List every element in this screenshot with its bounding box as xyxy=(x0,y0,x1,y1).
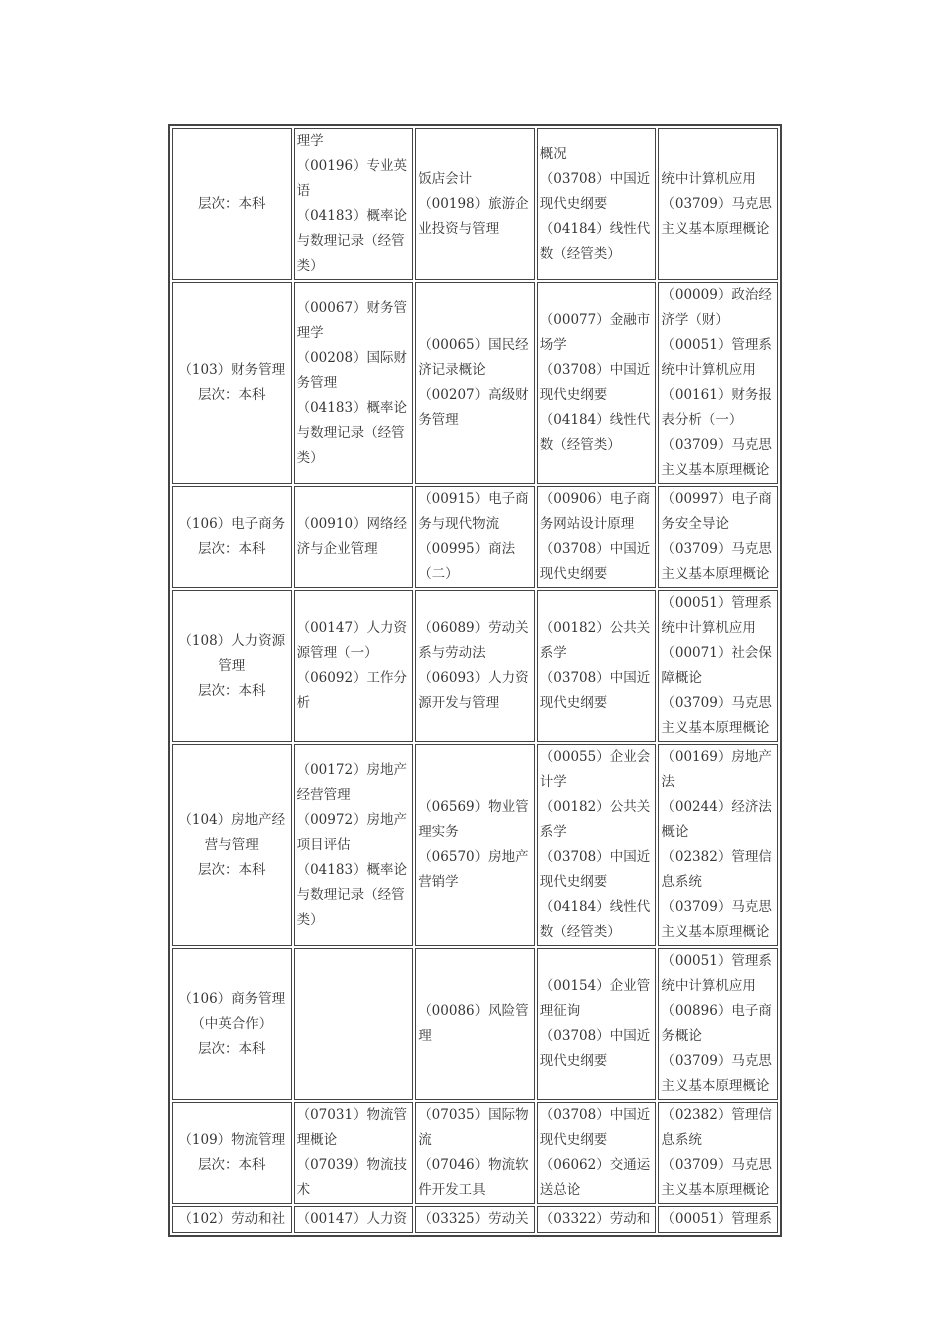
course-line: （00995）商法（二） xyxy=(418,541,516,582)
course-line: （00051）管理系统中计算机应用 xyxy=(661,337,772,378)
course-cell xyxy=(537,486,657,588)
course-line: （06089）劳动关系与劳动法 xyxy=(418,620,529,661)
course-line: 饭店会计 xyxy=(418,170,473,187)
major-cell xyxy=(172,948,292,1100)
course-line: （03708）中国近现代史纲要 xyxy=(539,541,651,582)
table-row xyxy=(172,1102,778,1204)
course-cell xyxy=(658,744,778,946)
course-line: （00896）电子商务概论 xyxy=(661,1003,772,1044)
course-cell xyxy=(537,1206,657,1233)
course-line: （06062）交通运送总论 xyxy=(539,1157,651,1198)
course-line: （07035）国际物流 xyxy=(418,1107,529,1148)
course-cell xyxy=(415,486,535,588)
course-cell xyxy=(294,1102,414,1204)
course-cell xyxy=(294,948,414,1100)
course-line: 理学 xyxy=(296,133,324,149)
course-line: （04184）线性代数（经管类） xyxy=(539,899,651,940)
major-line: （106）商务管理 xyxy=(178,990,286,1007)
course-line: （00182）公共关系学 xyxy=(539,799,651,840)
course-cell xyxy=(658,128,778,280)
major-line: （102）劳动和社 xyxy=(178,1211,286,1227)
course-line: （00208）国际财务管理 xyxy=(296,349,408,391)
course-line: （03709）马克思主义基本原理概论 xyxy=(661,437,772,478)
course-line: （00051）管理系 xyxy=(661,1211,772,1227)
course-cell xyxy=(537,744,657,946)
table-body xyxy=(172,128,778,1233)
course-cell xyxy=(415,590,535,742)
course-cell xyxy=(658,590,778,742)
course-cell xyxy=(658,282,778,484)
course-line: （00196）专业英语 xyxy=(296,158,408,199)
course-line: （00154）企业管理征询 xyxy=(539,978,651,1019)
course-cell xyxy=(294,128,414,280)
course-line: （03708）中国近现代史纲要 xyxy=(539,170,651,212)
course-line: （00009）政治经济学（财） xyxy=(661,287,772,328)
table-row xyxy=(172,486,778,588)
major-cell xyxy=(172,282,292,484)
major-cell xyxy=(172,1102,292,1204)
course-cell xyxy=(537,590,657,742)
course-cell xyxy=(415,128,535,280)
course-line: （06570）房地产营销学 xyxy=(418,849,529,890)
major-line: 层次：本科 xyxy=(198,195,266,212)
major-line: 层次：本科 xyxy=(198,861,266,878)
major-line: （103）财务管理 xyxy=(178,362,286,378)
course-cell xyxy=(294,590,414,742)
course-line: （04184）线性代数（经管类） xyxy=(539,412,651,453)
course-line: （02382）管理信息系统 xyxy=(661,1107,772,1148)
course-cell xyxy=(537,128,657,280)
course-line: （03709）马克思主义基本原理概论 xyxy=(661,1053,772,1094)
course-line: （04183）概率论与数理记录（经管类） xyxy=(296,208,408,274)
course-line: （04183）概率论与数理记录（经管类） xyxy=(296,399,408,466)
major-cell xyxy=(172,1206,292,1233)
course-cell xyxy=(658,1206,778,1233)
course-line: （00169）房地产法 xyxy=(661,749,772,790)
major-cell xyxy=(172,486,292,588)
table-row xyxy=(172,590,778,742)
major-line: 层次：本科 xyxy=(198,541,266,557)
course-line: 统中计算机应用 xyxy=(661,170,756,187)
course-line: （03708）中国近现代史纲要 xyxy=(539,1028,651,1069)
course-line: （00198）旅游企业投资与管理 xyxy=(418,195,529,237)
course-line: （00065）国民经济记录概论 xyxy=(418,337,529,378)
course-line: （00071）社会保障概论 xyxy=(661,645,772,686)
course-line: （00161）财务报表分析（一） xyxy=(661,387,772,428)
course-line: （00182）公共关系学 xyxy=(539,620,651,661)
course-line: （00051）管理系统中计算机应用 xyxy=(661,595,772,636)
course-cell xyxy=(415,1206,535,1233)
course-cell xyxy=(294,744,414,946)
course-line: （00067）财务管理学 xyxy=(296,299,408,341)
course-cell xyxy=(294,486,414,588)
course-line: （00051）管理系统中计算机应用 xyxy=(661,953,772,994)
course-line: （03709）马克思主义基本原理概论 xyxy=(661,541,772,582)
table-row xyxy=(172,128,778,280)
course-cell xyxy=(415,1102,535,1204)
table-row xyxy=(172,948,778,1100)
course-line: （06569）物业管理实务 xyxy=(418,799,529,840)
course-line: （00972）房地产项目评估 xyxy=(296,811,408,853)
major-cell xyxy=(172,590,292,742)
course-line: （07046）物流软件开发工具 xyxy=(418,1157,529,1198)
course-cell xyxy=(294,282,414,484)
course-line: （02382）管理信息系统 xyxy=(661,849,772,890)
table-row xyxy=(172,282,778,484)
course-cell xyxy=(537,1102,657,1204)
course-line: （06093）人力资源开发与管理 xyxy=(418,670,529,711)
course-line: （03709）马克思主义基本原理概论 xyxy=(661,695,772,736)
major-line: （中英合作） xyxy=(191,1015,273,1032)
course-line: （00077）金融市场学 xyxy=(539,312,651,353)
major-cell xyxy=(172,128,292,280)
table-row xyxy=(172,744,778,946)
course-cell xyxy=(537,948,657,1100)
course-cell xyxy=(415,744,535,946)
course-line: （03709）马克思主义基本原理概论 xyxy=(661,1157,772,1198)
course-line: （00055）企业会计学 xyxy=(539,749,651,790)
course-line: （00244）经济法概论 xyxy=(661,799,772,840)
major-line: 层次：本科 xyxy=(198,1040,266,1057)
course-cell xyxy=(658,948,778,1100)
curriculum-table xyxy=(168,124,782,1237)
course-line: （00906）电子商务网站设计原理 xyxy=(539,491,651,532)
course-cell xyxy=(537,282,657,484)
course-cell xyxy=(294,1206,414,1233)
course-line: （00207）高级财务管理 xyxy=(418,387,529,428)
course-cell xyxy=(415,282,535,484)
course-line: （00997）电子商务安全导论 xyxy=(661,491,772,532)
course-line: （03322）劳动和 xyxy=(539,1211,651,1227)
course-line: （03708）中国近现代史纲要 xyxy=(539,670,651,711)
course-line: （06092）工作分析 xyxy=(296,670,408,711)
major-line: 层次：本科 xyxy=(198,682,266,699)
course-line: （07031）物流管理概论 xyxy=(296,1107,408,1148)
major-line: （106）电子商务 xyxy=(178,516,286,532)
course-line: （03709）马克思主义基本原理概论 xyxy=(661,899,772,940)
major-line: 层次：本科 xyxy=(198,387,266,403)
course-line: （03709）马克思主义基本原理概论 xyxy=(661,195,772,237)
major-line: 层次：本科 xyxy=(198,1157,266,1173)
course-cell xyxy=(658,486,778,588)
course-table xyxy=(170,126,780,1235)
major-line: （108）人力资源管理 xyxy=(178,632,286,674)
table-row xyxy=(172,1206,778,1233)
course-line: （00147）人力资 xyxy=(296,1211,408,1227)
course-line: （04183）概率论与数理记录（经管类） xyxy=(296,861,408,928)
major-line: （104）房地产经营与管理 xyxy=(178,811,286,853)
course-line: （00086）风险管理 xyxy=(418,1003,529,1044)
course-line: （00172）房地产经营管理 xyxy=(296,761,408,803)
course-cell xyxy=(658,1102,778,1204)
major-cell xyxy=(172,744,292,946)
course-cell xyxy=(415,948,535,1100)
major-line: （109）物流管理 xyxy=(178,1132,286,1148)
course-line: （00147）人力资源管理（一） xyxy=(296,620,408,661)
course-line: （03708）中国近现代史纲要 xyxy=(539,362,651,403)
course-line: （03708）中国近现代史纲要 xyxy=(539,849,651,890)
course-line: （00910）网络经济与企业管理 xyxy=(296,516,408,557)
course-line: （00915）电子商务与现代物流 xyxy=(418,491,529,532)
course-line: （03325）劳动关 xyxy=(418,1211,529,1227)
course-line: （07039）物流技术 xyxy=(296,1157,408,1198)
course-line: （03708）中国近现代史纲要 xyxy=(539,1107,651,1148)
course-line: 概况 xyxy=(539,145,567,162)
course-line: （04184）线性代数（经管类） xyxy=(539,220,651,262)
